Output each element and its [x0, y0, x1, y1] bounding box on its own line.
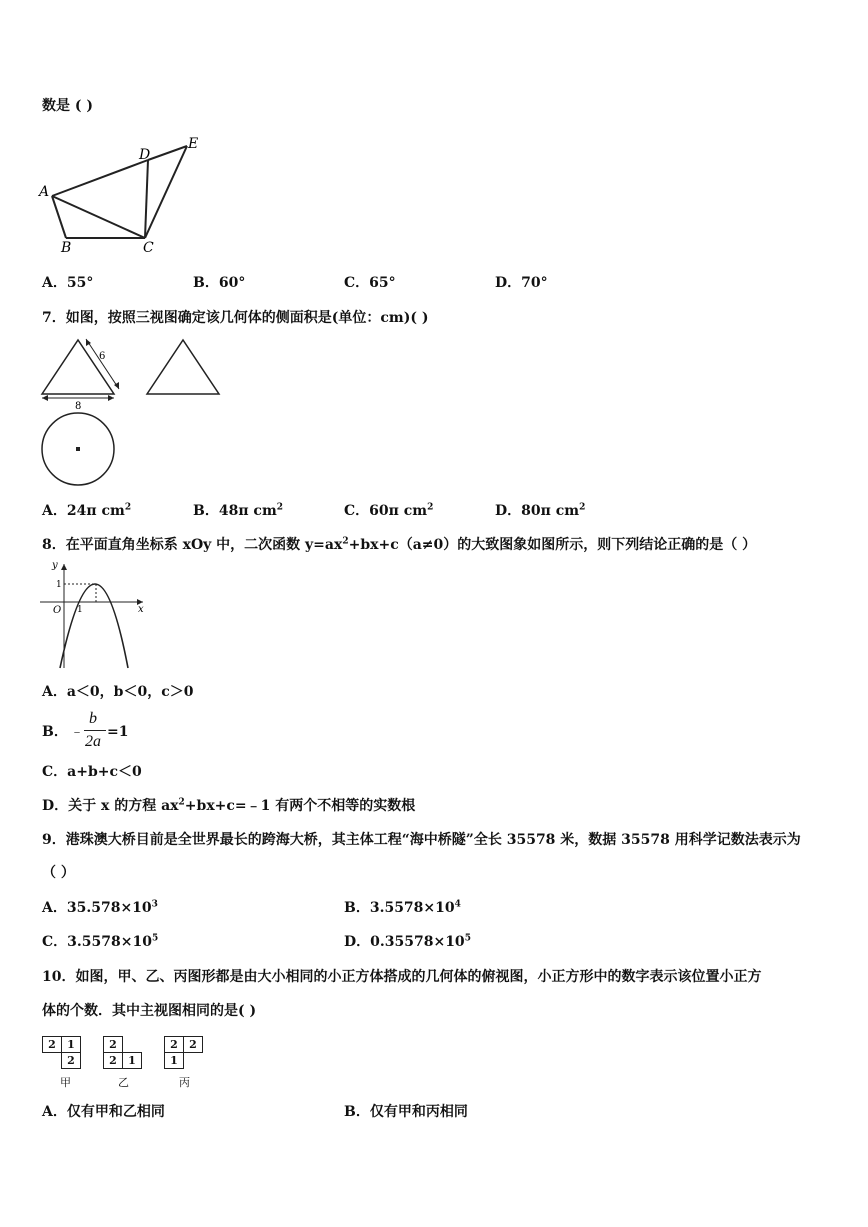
q8-option-a: A．a＜0，b＜0，c＞0	[42, 684, 194, 700]
q6-point-a: A	[39, 184, 50, 200]
q8-fraction-bar	[84, 730, 106, 731]
q8-fraction-numerator: b	[89, 710, 97, 727]
q10-label-yi: 乙	[118, 1076, 129, 1089]
q6-option-d: D．70°	[495, 275, 548, 291]
grid-cell: 2	[103, 1052, 123, 1069]
q8-option-d: D．关于 x 的方程 $ax^2+bx+c=﹣1$ 有两个不相等的实数根	[42, 797, 416, 814]
q6-stem-tail: 数是 ( )	[42, 98, 93, 114]
q7-option-d: D．80π $cm^2$	[495, 502, 586, 519]
q8-option-c: C．a+b+c＜0	[42, 764, 142, 780]
q7-stem: 7．如图，按照三视图确定该几何体的侧面积是(单位：cm)( )	[42, 310, 429, 326]
q7-dim-base: 8	[75, 401, 82, 412]
grid-cell: 1	[61, 1036, 81, 1053]
q8-stem: 8．在平面直角坐标系 xOy 中，二次函数 $y=ax^2+bx+c(a\ne 0)$的大致图象如图所示，则下列结论正确的是（ ）	[42, 536, 757, 553]
q8-tick-y1: 1	[56, 580, 62, 590]
q8-tick-x1: 1	[77, 605, 83, 615]
q7-option-a: A．24π $cm^2$	[42, 502, 132, 519]
q10-stem-line1: 10．如图，甲、乙、丙图形都是由大小相同的小正方体搭成的几何体的俯视图，小正方形中的数字表示该位置小正方	[42, 969, 762, 985]
grid-cell: 2	[61, 1052, 81, 1069]
q6-point-d: D	[139, 147, 151, 163]
q8-axis-y: y	[52, 560, 58, 571]
q9-option-b: B．$3.5578\times 10^4$	[344, 899, 461, 916]
q7-option-b: B．48π $cm^2$	[193, 502, 284, 519]
q7-dim-side: 6	[99, 351, 106, 362]
q8-option-b-tail: =1	[107, 724, 129, 740]
q7-option-c: C．60π $cm^2$	[344, 502, 434, 519]
q6-option-a: A．55°	[42, 275, 94, 291]
grid-cell: 2	[103, 1036, 123, 1053]
q8-option-b-minus: ﹣	[70, 724, 84, 740]
q8-option-b-label: B．	[42, 724, 68, 740]
grid-cell: 2	[42, 1036, 62, 1053]
q9-option-c: C．$3.5578\times 10^5$	[42, 933, 159, 950]
q6-point-b: B	[61, 240, 72, 256]
grid-cell: 2	[164, 1036, 184, 1053]
q10-label-bing: 丙	[179, 1076, 190, 1089]
q9-option-a: A．$35.578\times 10^3$	[42, 899, 158, 916]
grid-cell: 2	[183, 1036, 203, 1053]
q6-point-c: C	[143, 240, 154, 256]
grid-cell: 1	[164, 1052, 184, 1069]
q8-axis-x: x	[138, 604, 144, 615]
q9-stem: 9．港珠澳大桥目前是全世界最长的跨海大桥，其主体工程“海中桥隧”全长 35578 米，数据 35578 用科学记数法表示为	[42, 832, 801, 848]
q6-option-c: C．65°	[344, 275, 396, 291]
q6-point-e: E	[188, 136, 199, 152]
q6-option-b: B．60°	[193, 275, 246, 291]
q8-fraction-denominator: 2a	[85, 733, 101, 750]
q8-origin: O	[53, 605, 62, 616]
q10-stem-line2: 体的个数．其中主视图相同的是( )	[42, 1003, 257, 1019]
grid-cell: 1	[122, 1052, 142, 1069]
q10-label-jia: 甲	[60, 1076, 71, 1089]
q9-option-d: D．$0.35578\times 10^5$	[344, 933, 471, 950]
q10-option-a: A．仅有甲和乙相同	[42, 1104, 165, 1120]
q10-option-b: B．仅有甲和丙相同	[344, 1104, 468, 1120]
q9-blank: （ ）	[42, 865, 75, 881]
